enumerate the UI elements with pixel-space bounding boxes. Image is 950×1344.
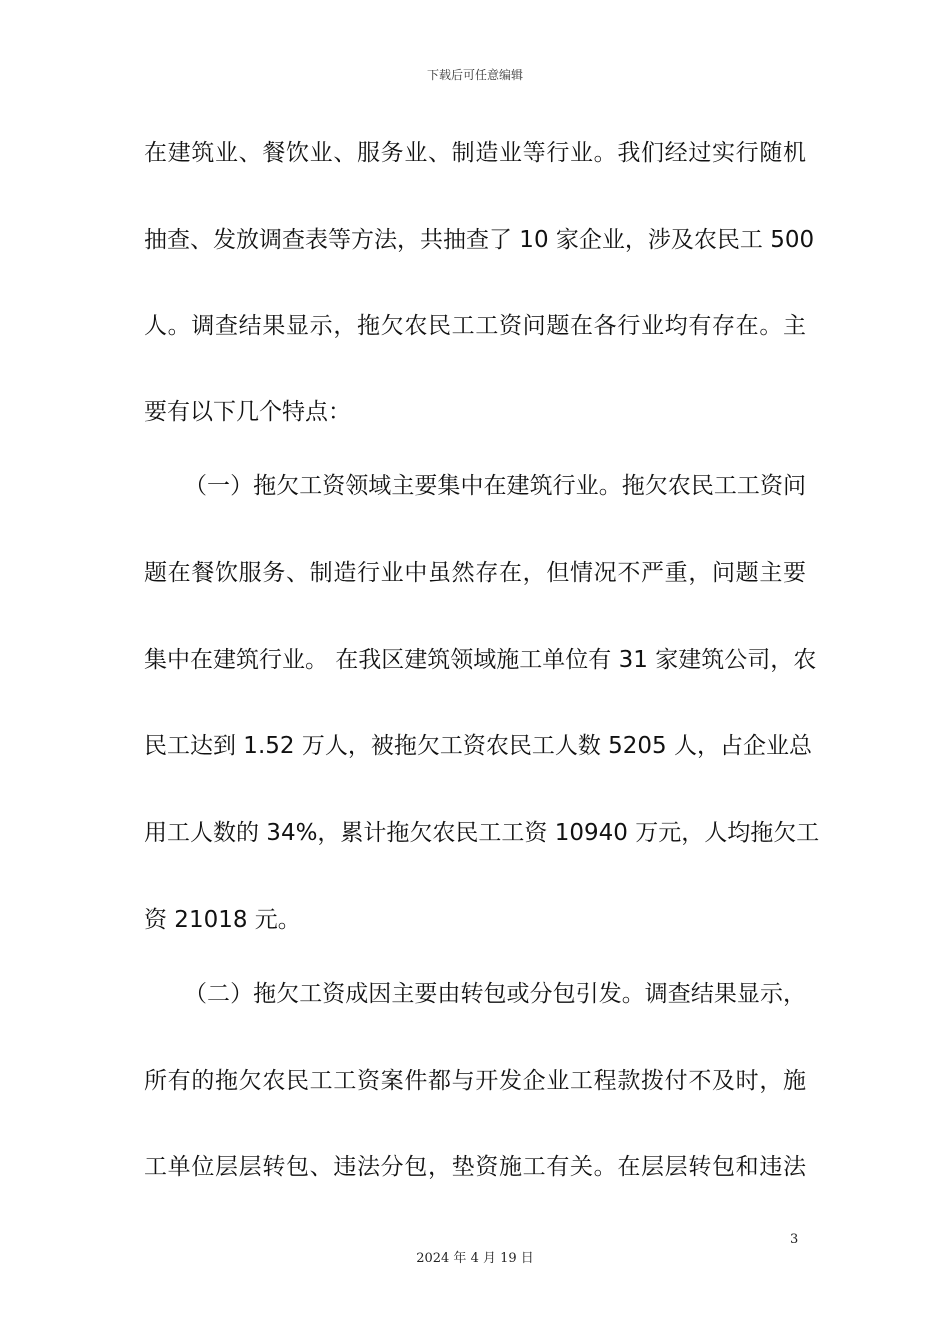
text-line: 在建筑业、餐饮业、服务业、制造业等行业。我们经过实行随机: [144, 140, 806, 166]
text-line: （一）拖欠工资领域主要集中在建筑行业。拖欠农民工工资问: [184, 473, 806, 499]
text-line: 所有的拖欠农民工工资案件都与开发企业工程款拨付不及时，施: [144, 1068, 806, 1094]
text-line: 题在餐饮服务、制造行业中虽然存在，但情况不严重，问题主要: [144, 560, 806, 586]
text-line: 用工人数的 34%，累计拖欠农民工工资 10940 万元，人均拖欠工: [144, 820, 820, 846]
text-line: 民工达到 1.52 万人，被拖欠工资农民工人数 5205 人，占企业总: [144, 733, 812, 759]
footer-date: 2024 年 4 月 19 日: [416, 1251, 534, 1266]
page-number: 3: [790, 1232, 799, 1247]
text-line: 人。调查结果显示，拖欠农民工工资问题在各行业均有存在。主: [144, 313, 806, 339]
text-line: 工单位层层转包、违法分包，垫资施工有关。在层层转包和违法: [144, 1154, 806, 1180]
text-line: 抽查、发放调查表等方法，共抽查了 10 家企业，涉及农民工 500: [144, 227, 815, 253]
text-line: 资 21018 元。: [144, 907, 301, 933]
text-line: 集中在建筑行业。 在我区建筑领域施工单位有 31 家建筑公司，农: [144, 647, 817, 673]
text-line: （二）拖欠工资成因主要由转包或分包引发。调查结果显示，: [184, 981, 806, 1007]
page-header: 下载后可任意编辑: [426, 68, 523, 82]
text-line: 要有以下几个特点：: [144, 399, 351, 425]
